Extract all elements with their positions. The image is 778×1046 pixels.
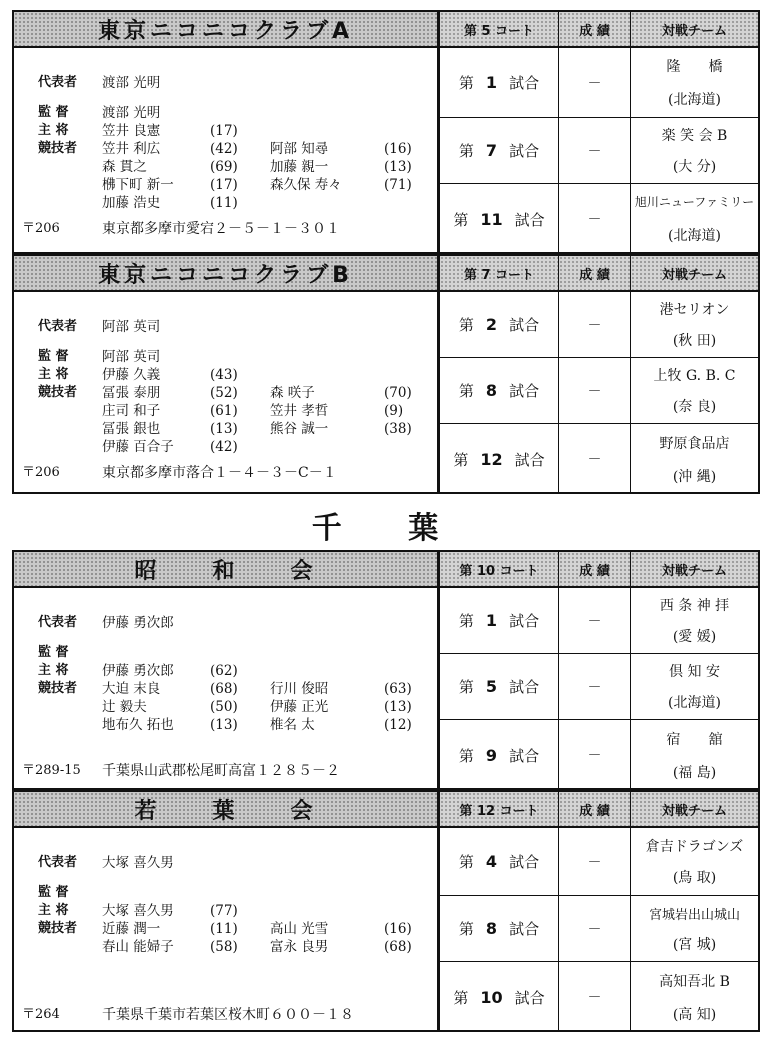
game-number: 11 [480, 209, 503, 229]
player-name: 冨張 泰朋 [102, 385, 161, 401]
manager-label: 監 督 [38, 645, 69, 660]
section-title: 千 葉 [311, 511, 467, 546]
game-row: 第 8 試合 － 上牧 G. B. C (奈 良) [440, 358, 758, 424]
game-number: 8 [485, 381, 498, 400]
player-name: 森 咲子 [270, 385, 315, 401]
player-name: 笠井 孝哲 [270, 403, 329, 419]
game-row: 第 4 試合 － 倉吉ドラゴンズ (鳥 取) [440, 828, 758, 896]
rep-label: 代表者 [38, 615, 78, 630]
game-number: 1 [485, 611, 498, 630]
result-header: 成 績 [559, 12, 631, 46]
player-age: (70) [384, 385, 412, 401]
opponent-name: 高知吾北 B [659, 973, 730, 990]
court-label: 第 5 コート [440, 12, 559, 46]
player-age: (17) [210, 177, 238, 193]
player-name: 春山 能婦子 [102, 939, 174, 955]
opponent-header: 対戦チーム [631, 12, 758, 46]
player-name: 大迫 末良 [102, 681, 161, 697]
player-name: 近藤 潤一 [102, 921, 161, 937]
player-age: (13) [384, 699, 412, 715]
opponent-header: 対戦チーム [631, 256, 758, 290]
game-result: － [559, 588, 631, 653]
game-result: － [559, 896, 631, 961]
opponent-header: 対戦チーム [631, 552, 758, 586]
rep-name: 伊藤 勇次郎 [102, 615, 174, 631]
game-result: － [559, 962, 631, 1032]
player-age: (42) [210, 141, 238, 157]
rep-label: 代表者 [38, 319, 78, 334]
team-name: 東京ニコニコクラブA [14, 12, 440, 46]
court-label: 第 12 コート [440, 792, 559, 826]
opponent-name: 宿 舘 [666, 731, 723, 748]
opponent-prefecture: (愛 媛) [672, 628, 717, 645]
games-list [440, 48, 758, 252]
player-name: 加藤 親一 [270, 159, 329, 175]
opponent-name: 旭川ニューファミリー [634, 195, 755, 210]
games-list [440, 588, 758, 788]
opponent-name: 宮城岩出山城山 [648, 907, 740, 923]
game-row: 第 9 試合 － 宿 舘 (福 島) [440, 720, 758, 790]
zip-code: 〒289-15 [22, 763, 81, 778]
player-name: 冨張 銀也 [102, 421, 161, 437]
team-name: 東京ニコニコクラブB [14, 256, 440, 290]
player-age: (61) [210, 403, 238, 419]
team-block-tokyo-b [12, 254, 760, 494]
player-age: (13) [210, 717, 238, 733]
opponent-name: 倶 知 安 [669, 664, 720, 681]
opponent-prefecture: (沖 縄) [672, 468, 717, 485]
game-result: － [559, 184, 631, 254]
captain-label: 主 将 [38, 123, 69, 138]
captain-label: 主 将 [38, 663, 69, 678]
game-result: － [559, 48, 631, 117]
opponent-prefecture: (奈 良) [672, 398, 717, 415]
result-header: 成 績 [559, 552, 631, 586]
game-row: 第 11 試合 － 旭川ニューファミリー (北海道) [440, 184, 758, 254]
zip-code: 〒264 [22, 1007, 60, 1022]
player-name: 辻 毅夫 [102, 699, 147, 715]
player-name: 笠井 利広 [102, 141, 161, 157]
player-age: (16) [384, 141, 412, 157]
player-name: 熊谷 誠一 [270, 421, 329, 437]
address: 千葉県千葉市若葉区桜木町６００－１８ [102, 1007, 354, 1023]
player-age: (68) [210, 681, 238, 697]
captain-name: 伊藤 勇次郎 [102, 663, 174, 679]
players-label: 競技者 [38, 141, 78, 156]
opponent-prefecture: (北海道) [668, 91, 721, 108]
players-label: 競技者 [38, 921, 78, 936]
opponent-name: 西 条 神 拝 [659, 598, 730, 615]
captain-name: 笠井 良憲 [102, 123, 161, 139]
team-info [14, 588, 440, 788]
player-age: (12) [384, 717, 412, 733]
opponent-name: 上牧 G. B. C [653, 368, 736, 385]
team-name: 昭 和 会 [14, 552, 440, 586]
player-age: (38) [384, 421, 412, 437]
game-result: － [559, 424, 631, 494]
game-row: 第 7 試合 － 楽 笑 会 B (大 分) [440, 118, 758, 184]
result-header: 成 績 [559, 792, 631, 826]
opponent-prefecture: (大 分) [672, 158, 717, 175]
game-row: 第 1 試合 － 隆 橋 (北海道) [440, 48, 758, 118]
opponent-name: 野原食品店 [659, 435, 730, 452]
opponent-prefecture: (北海道) [668, 694, 721, 711]
manager-label: 監 督 [38, 105, 69, 120]
player-name: 地布久 拓也 [102, 717, 174, 733]
manager-label: 監 督 [38, 349, 69, 364]
player-name: 椎名 太 [270, 717, 315, 733]
team-info [14, 292, 440, 492]
player-age: (16) [384, 921, 412, 937]
rep-label: 代表者 [38, 855, 78, 870]
player-name: 伊藤 正光 [270, 699, 329, 715]
captain-label: 主 将 [38, 903, 69, 918]
game-row: 第 1 試合 － 西 条 神 拝 (愛 媛) [440, 588, 758, 654]
opponent-prefecture: (秋 田) [672, 332, 717, 349]
player-name: 行川 俊昭 [270, 681, 329, 697]
zip-code: 〒206 [22, 465, 60, 480]
block-header [14, 256, 758, 292]
player-age: (63) [384, 681, 412, 697]
team-info [14, 828, 440, 1030]
zip-code: 〒206 [22, 221, 60, 236]
opponent-name: 楽 笑 会 B [661, 128, 728, 145]
player-age: (11) [210, 921, 238, 937]
court-label: 第 10 コート [440, 552, 559, 586]
game-result: － [559, 118, 631, 183]
player-age: (9) [384, 403, 404, 419]
address: 千葉県山武郡松尾町高富１２８５－２ [102, 763, 340, 779]
captain-age: (17) [210, 123, 238, 139]
game-result: － [559, 654, 631, 719]
game-result: － [559, 358, 631, 423]
game-number: 9 [485, 745, 498, 765]
opponent-prefecture: (宮 城) [672, 936, 717, 953]
games-list [440, 828, 758, 1030]
game-number: 8 [485, 919, 498, 938]
player-name: 富永 良男 [270, 939, 329, 955]
block-header [14, 792, 758, 828]
team-name: 若 葉 会 [14, 792, 440, 826]
game-number: 4 [485, 852, 498, 871]
player-name: 伊藤 百合子 [102, 439, 174, 455]
player-age: (68) [384, 939, 412, 955]
player-age: (52) [210, 385, 238, 401]
player-age: (71) [384, 177, 412, 193]
game-number: 2 [485, 315, 498, 334]
captain-name: 大塚 喜久男 [102, 903, 174, 919]
player-name: 阿部 知尋 [270, 141, 329, 157]
player-age: (13) [384, 159, 412, 175]
players-label: 競技者 [38, 681, 78, 696]
opponent-prefecture: (高 知) [672, 1006, 717, 1023]
player-age: (11) [210, 195, 238, 211]
address: 東京都多摩市愛宕２－５－１－３０１ [102, 221, 340, 237]
team-block-wakaba [12, 790, 760, 1032]
game-number: 5 [485, 677, 498, 696]
block-header [14, 12, 758, 48]
team-block-tokyo-a [12, 10, 760, 254]
games-list [440, 292, 758, 492]
result-header: 成 績 [559, 256, 631, 290]
game-row: 第 8 試合 － 宮城岩出山城山 (宮 城) [440, 896, 758, 962]
captain-label: 主 将 [38, 367, 69, 382]
captain-age: (77) [210, 903, 238, 919]
captain-age: (43) [210, 367, 238, 383]
opponent-name: 隆 橋 [666, 59, 723, 76]
game-number: 12 [480, 449, 503, 469]
player-name: 高山 光雪 [270, 921, 329, 937]
address: 東京都多摩市落合１－４－３－C－１ [102, 465, 337, 481]
player-age: (58) [210, 939, 238, 955]
manager-label: 監 督 [38, 885, 69, 900]
game-row: 第 10 試合 － 高知吾北 B (高 知) [440, 962, 758, 1032]
game-number: 10 [480, 987, 503, 1007]
player-name: 森 貫之 [102, 159, 147, 175]
players-label: 競技者 [38, 385, 78, 400]
game-result: － [559, 292, 631, 357]
manager-name: 阿部 英司 [102, 349, 161, 365]
opponent-header: 対戦チーム [631, 792, 758, 826]
player-name: 森久保 寿々 [270, 177, 342, 193]
game-row: 第 5 試合 － 倶 知 安 (北海道) [440, 654, 758, 720]
game-number: 1 [485, 73, 498, 92]
rep-name: 阿部 英司 [102, 319, 161, 335]
block-header [14, 552, 758, 588]
captain-age: (62) [210, 663, 238, 679]
game-result: － [559, 828, 631, 895]
opponent-prefecture: (福 島) [672, 764, 717, 781]
game-row: 第 2 試合 － 港セリオン (秋 田) [440, 292, 758, 358]
opponent-prefecture: (鳥 取) [672, 870, 717, 887]
rep-name: 大塚 喜久男 [102, 855, 174, 871]
player-age: (69) [210, 159, 238, 175]
opponent-name: 倉吉ドラゴンズ [645, 838, 744, 855]
player-age: (13) [210, 421, 238, 437]
opponent-prefecture: (北海道) [668, 227, 721, 244]
rep-name: 渡部 光明 [102, 75, 161, 91]
player-name: 加藤 浩史 [102, 195, 161, 211]
player-name: 梻下町 新一 [102, 177, 174, 193]
team-info [14, 48, 440, 252]
game-row: 第 12 試合 － 野原食品店 (沖 縄) [440, 424, 758, 494]
captain-name: 伊藤 久義 [102, 367, 161, 383]
player-age: (50) [210, 699, 238, 715]
game-number: 7 [485, 141, 498, 160]
player-name: 庄司 和子 [102, 403, 161, 419]
court-label: 第 7 コート [440, 256, 559, 290]
team-block-showa [12, 550, 760, 790]
game-result: － [559, 720, 631, 790]
player-age: (42) [210, 439, 238, 455]
manager-name: 渡部 光明 [102, 105, 161, 121]
opponent-name: 港セリオン [659, 302, 730, 319]
rep-label: 代表者 [38, 75, 78, 90]
